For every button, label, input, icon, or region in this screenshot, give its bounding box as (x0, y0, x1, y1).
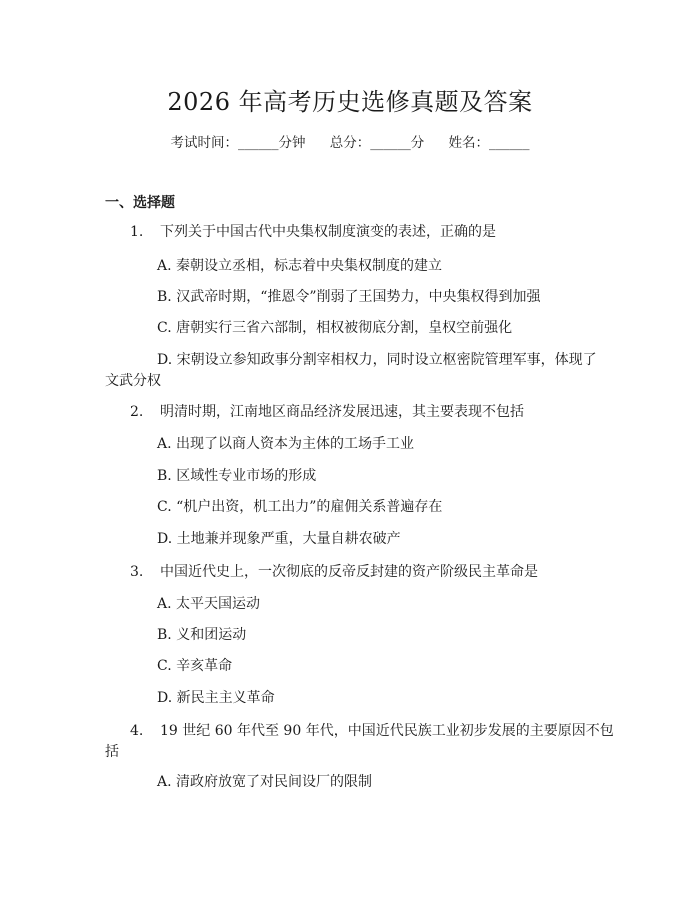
q2-option-d: D. 土地兼并现象严重，大量自耕农破产 (157, 531, 401, 547)
question-1 (130, 222, 496, 242)
question-text: 中国近代史上，一次彻底的反帝反封建的资产阶级民主革命是 (160, 564, 538, 580)
exam-time: 考试时间：______分钟 (170, 135, 306, 151)
q3-option-b: B. 义和团运动 (157, 627, 247, 643)
question-text: 19 世纪 60 年代至 90 年代，中国近代民族工业初步发展的主要原因不包 (160, 723, 614, 739)
student-name: 姓名：______ (448, 135, 530, 151)
q1-option-b: B. 汉武帝时期，“推恩令”削弱了王国势力，中央集权得到加强 (157, 289, 541, 305)
q1-option-d: D. 宋朝设立参知政事分割宰相权力，同时设立枢密院管理军事，体现了 (157, 352, 597, 368)
question-text: 明清时期，江南地区商品经济发展迅速，其主要表现不包括 (160, 404, 524, 420)
q1-option-c: C. 唐朝实行三省六部制，相权被彻底分割，皇权空前强化 (157, 320, 513, 336)
question-number: 2. (130, 404, 144, 420)
exam-meta (0, 131, 700, 151)
section-title: 一、选择题 (105, 195, 175, 211)
question-text: 下列关于中国古代中央集权制度演变的表述，正确的是 (160, 224, 496, 240)
q4-option-a: A. 清政府放宽了对民间设厂的限制 (157, 774, 373, 790)
q2-option-b: B. 区域性专业市场的形成 (157, 468, 317, 484)
q4-text-continuation: 括 (105, 744, 119, 760)
question-4 (130, 721, 614, 741)
total-score: 总分：______分 (329, 135, 425, 151)
question-3 (130, 562, 538, 582)
q2-option-c: C. “机户出资，机工出力”的雇佣关系普遍存在 (157, 499, 443, 515)
q2-option-a: A. 出现了以商人资本为主体的工场手工业 (157, 436, 415, 452)
question-number: 4. (130, 723, 144, 739)
q1-option-a: A. 秦朝设立丞相，标志着中央集权制度的建立 (157, 258, 443, 274)
q3-option-d: D. 新民主主义革命 (157, 690, 275, 706)
q3-option-c: C. 辛亥革命 (157, 658, 233, 674)
question-number: 3. (130, 564, 144, 580)
page-title: 2026 年高考历史选修真题及答案 (167, 88, 533, 116)
question-2 (130, 402, 524, 422)
q3-option-a: A. 太平天国运动 (157, 596, 261, 612)
question-number: 1. (130, 224, 144, 240)
q1-option-d-continuation: 文武分权 (105, 373, 161, 389)
